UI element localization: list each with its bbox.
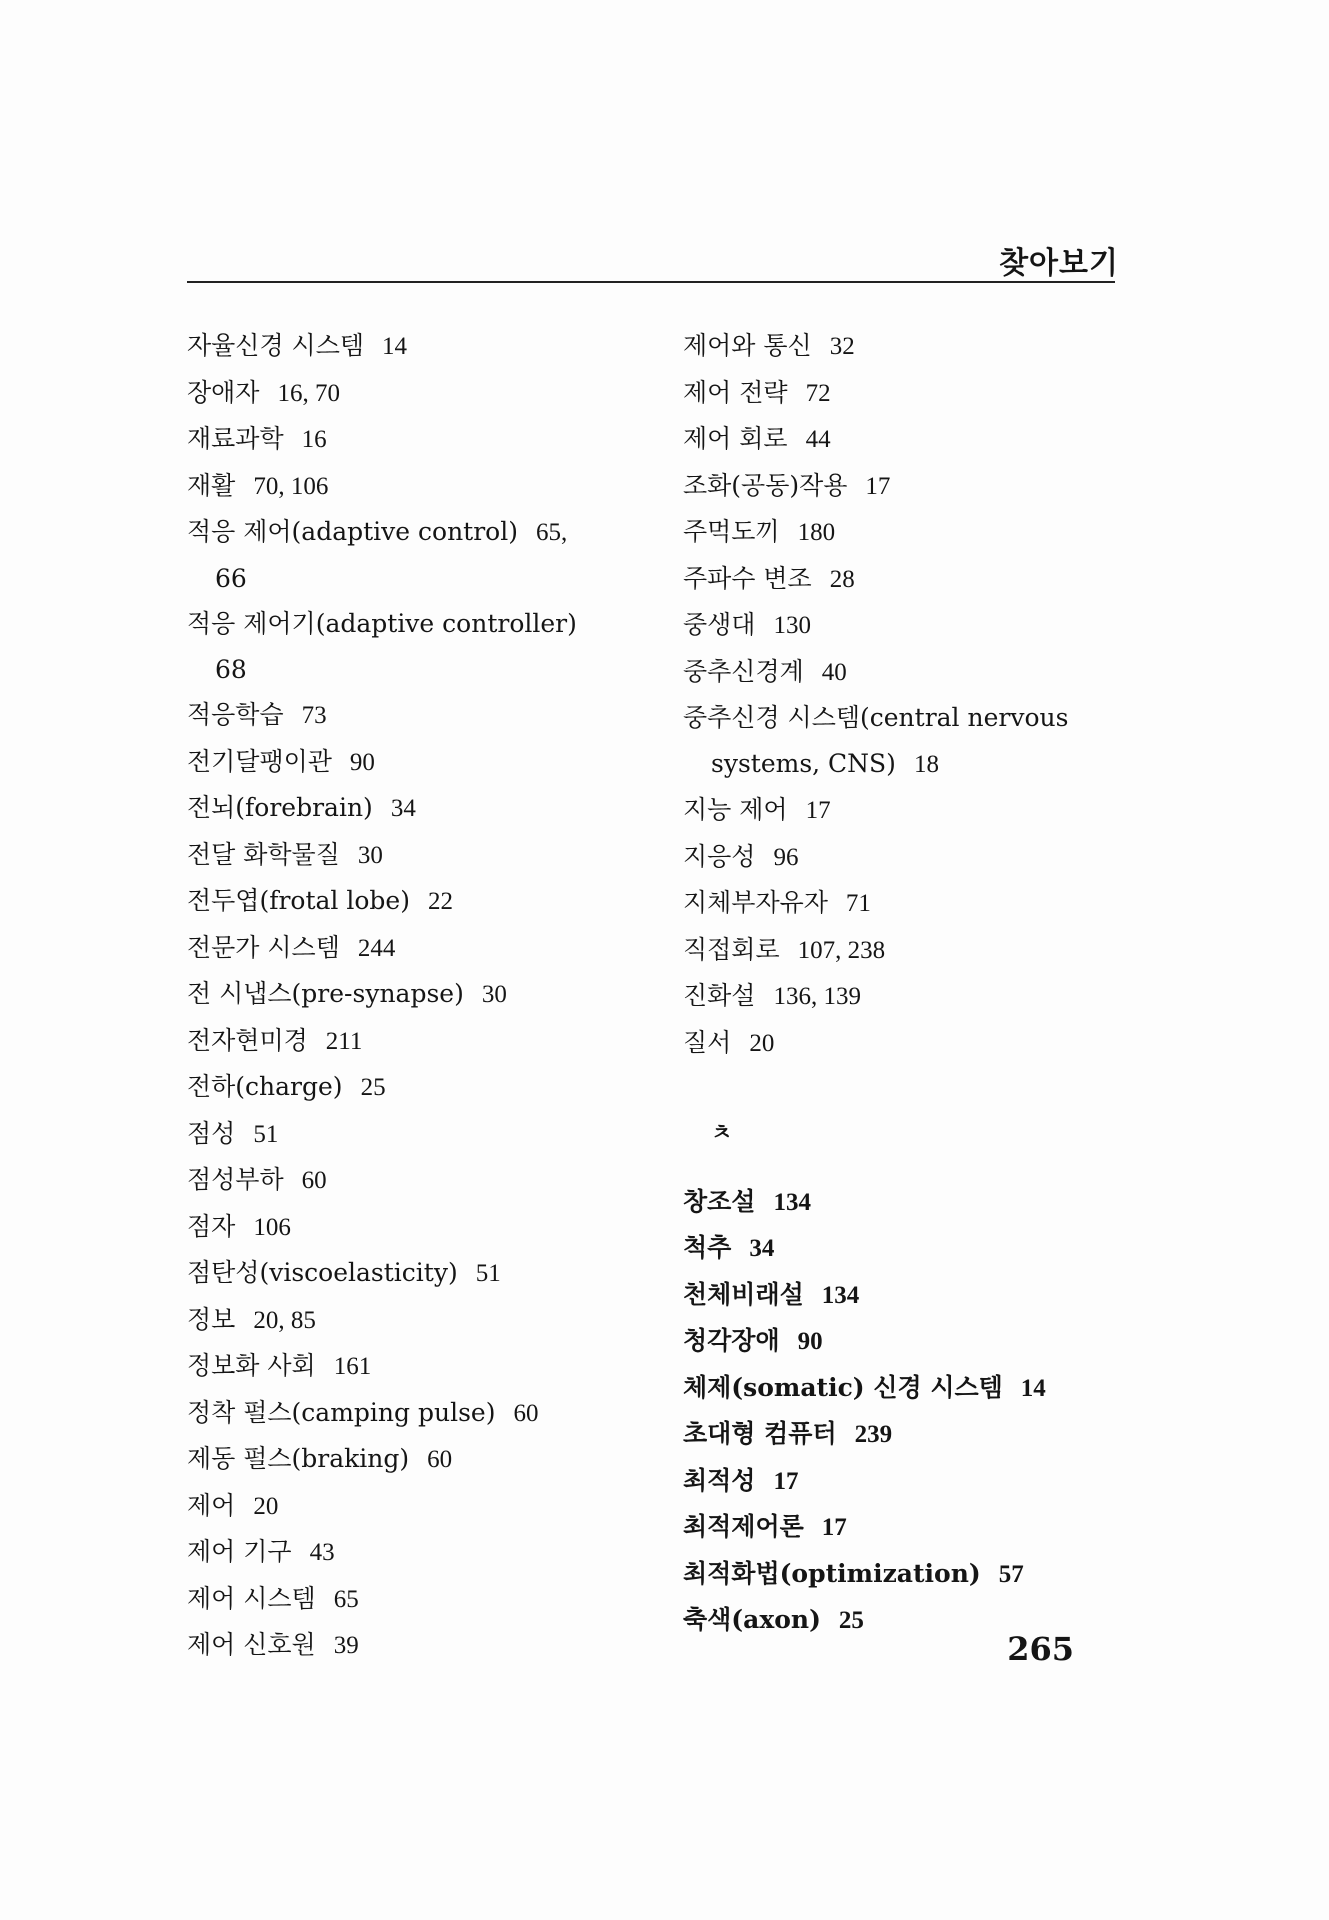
index-term: 최적화법(optimization) bbox=[683, 1558, 981, 1588]
index-term: 축색(axon) bbox=[683, 1605, 821, 1634]
index-term: 재료과학 bbox=[187, 424, 284, 453]
index-term: 중추신경계 bbox=[683, 656, 804, 686]
index-pages: 65 bbox=[333, 1585, 359, 1613]
index-pages: 239 bbox=[854, 1421, 893, 1448]
index-entry bbox=[187, 1436, 657, 1483]
index-term: 지체부자유자 bbox=[683, 888, 828, 917]
index-term: 중생대 bbox=[683, 610, 756, 639]
index-entry bbox=[187, 1576, 657, 1623]
index-entry bbox=[187, 647, 657, 693]
index-entry bbox=[683, 1551, 1143, 1598]
index-term: 질서 bbox=[683, 1027, 732, 1057]
page-number: 265 bbox=[1007, 1630, 1074, 1668]
index-pages: 71 bbox=[845, 890, 871, 917]
index-pages: 17 bbox=[821, 1514, 847, 1541]
index-pages: 17 bbox=[805, 797, 831, 824]
index-pages: 16 bbox=[301, 426, 327, 453]
index-pages: 28 bbox=[829, 565, 855, 593]
index-entry bbox=[683, 1365, 1143, 1412]
index-entry bbox=[683, 1504, 1143, 1551]
index-entry bbox=[187, 832, 657, 879]
index-entry bbox=[683, 602, 1143, 649]
index-entry bbox=[683, 1411, 1143, 1458]
index-term: 점성 bbox=[187, 1118, 236, 1148]
index-pages: 25 bbox=[838, 1607, 864, 1634]
index-pages: 130 bbox=[773, 612, 811, 639]
index-term: 전자현미경 bbox=[187, 1025, 308, 1055]
index-pages: 161 bbox=[333, 1353, 372, 1380]
index-group-ch bbox=[683, 1179, 1143, 1644]
index-term: 척추 bbox=[683, 1233, 732, 1262]
index-pages: 20 bbox=[253, 1492, 279, 1520]
index-entry bbox=[187, 1622, 657, 1669]
index-term: 점탄성(viscoelasticity) bbox=[187, 1258, 458, 1287]
index-entry bbox=[683, 834, 1143, 881]
index-entry bbox=[683, 880, 1143, 927]
index-pages: 107, 238 bbox=[797, 936, 886, 964]
index-term: 진화설 bbox=[683, 981, 756, 1010]
index-pages: 72 bbox=[805, 379, 831, 407]
index-term: 창조설 bbox=[683, 1186, 756, 1216]
index-term: 점자 bbox=[187, 1211, 236, 1241]
index-term: 점성부하 bbox=[187, 1165, 284, 1194]
index-term: 재활 bbox=[187, 470, 236, 500]
index-pages: 57 bbox=[998, 1560, 1024, 1588]
index-term: 제어 시스템 bbox=[187, 1583, 316, 1613]
index-entry bbox=[187, 878, 657, 925]
index-pages: 34 bbox=[749, 1235, 775, 1262]
index-term: 전달 화학물질 bbox=[187, 839, 340, 869]
index-pages: 73 bbox=[301, 702, 327, 729]
index-entry bbox=[187, 323, 657, 370]
index-entry bbox=[683, 741, 1143, 788]
index-pages: 25 bbox=[360, 1074, 386, 1101]
index-entry bbox=[683, 1272, 1143, 1319]
index-pages: 20 bbox=[749, 1029, 775, 1057]
index-pages: 68 bbox=[215, 654, 247, 684]
index-term: 지능 제어 bbox=[683, 795, 788, 824]
index-term: 전두엽(frotal lobe) bbox=[187, 886, 410, 915]
index-term: 제어 bbox=[187, 1490, 236, 1520]
index-term: 전 시냅스(pre-synapse) bbox=[187, 979, 464, 1008]
index-entry bbox=[683, 1318, 1143, 1365]
index-term: 조화(공동)작용 bbox=[683, 470, 848, 500]
index-pages: 51 bbox=[253, 1120, 279, 1148]
index-entry bbox=[683, 1020, 1143, 1067]
index-pages: 70, 106 bbox=[253, 472, 329, 500]
index-term: systems, CNS) bbox=[711, 748, 896, 778]
index-entry bbox=[683, 509, 1143, 556]
index-pages: 90 bbox=[797, 1328, 823, 1355]
index-term: 정착 펄스(camping pulse) bbox=[187, 1397, 496, 1427]
index-pages: 32 bbox=[829, 333, 855, 360]
index-pages: 51 bbox=[475, 1260, 501, 1287]
index-entry bbox=[683, 927, 1143, 974]
index-term: 제어 회로 bbox=[683, 424, 788, 453]
index-entry bbox=[187, 1390, 657, 1437]
index-term: 제어 전략 bbox=[683, 377, 788, 407]
index-entry bbox=[187, 971, 657, 1018]
index-pages: 90 bbox=[349, 748, 375, 776]
index-term: 주파수 변조 bbox=[683, 563, 812, 593]
index-term: 최적성 bbox=[683, 1465, 756, 1495]
index-pages: 14 bbox=[1020, 1374, 1046, 1402]
index-pages: 180 bbox=[797, 519, 836, 546]
index-pages: 30 bbox=[357, 841, 383, 869]
index-pages: 43 bbox=[309, 1539, 335, 1566]
index-term: 장애자 bbox=[187, 377, 260, 407]
index-pages: 34 bbox=[390, 795, 416, 822]
index-entry bbox=[187, 509, 657, 556]
index-entry bbox=[187, 925, 657, 972]
index-entry bbox=[683, 416, 1143, 463]
index-pages: 244 bbox=[357, 934, 396, 962]
index-pages: 18 bbox=[913, 750, 939, 778]
index-pages: 14 bbox=[382, 333, 407, 360]
index-column-right bbox=[683, 323, 1143, 1644]
index-term: 주먹도끼 bbox=[683, 517, 780, 546]
index-entry bbox=[187, 556, 657, 602]
index-pages: 96 bbox=[773, 843, 799, 871]
index-pages: 17 bbox=[773, 1467, 799, 1495]
index-entry bbox=[683, 463, 1143, 510]
index-pages: 106 bbox=[253, 1213, 291, 1241]
index-entry bbox=[187, 1018, 657, 1065]
index-term: 전문가 시스템 bbox=[187, 932, 340, 962]
index-entry bbox=[187, 416, 657, 463]
index-term: 정보 bbox=[187, 1304, 236, 1334]
index-entry bbox=[683, 649, 1143, 696]
index-pages: 20, 85 bbox=[253, 1306, 316, 1334]
index-entry bbox=[187, 1157, 657, 1204]
index-pages: 22 bbox=[427, 888, 453, 915]
index-term: 전기달팽이관 bbox=[187, 746, 332, 776]
index-term: 제동 펄스(braking) bbox=[187, 1444, 410, 1473]
index-term: 초대형 컴퓨터 bbox=[683, 1419, 837, 1448]
index-pages: 136, 139 bbox=[773, 983, 861, 1010]
index-term: 직접회로 bbox=[683, 934, 780, 964]
index-term: 제어와 통신 bbox=[683, 331, 812, 360]
index-pages: 60 bbox=[513, 1399, 539, 1427]
index-entry bbox=[683, 1597, 1143, 1644]
index-entry bbox=[683, 1458, 1143, 1505]
index-term: 전하(charge) bbox=[187, 1072, 343, 1101]
index-pages: 17 bbox=[865, 472, 891, 500]
index-column-left bbox=[187, 323, 657, 1669]
index-term: 적응 제어(adaptive control) bbox=[187, 517, 518, 546]
section-letter: ㅊ bbox=[711, 1121, 733, 1146]
index-pages: 211 bbox=[325, 1027, 363, 1055]
index-pages: 60 bbox=[301, 1167, 327, 1194]
index-term: 자율신경 시스템 bbox=[187, 331, 364, 360]
index-entry bbox=[683, 1179, 1143, 1226]
index-entry bbox=[187, 785, 657, 832]
index-entry bbox=[187, 1483, 657, 1530]
index-entry bbox=[187, 1529, 657, 1576]
index-group-j bbox=[683, 323, 1143, 1066]
index-entry bbox=[187, 370, 657, 417]
index-entry bbox=[683, 1225, 1143, 1272]
index-entry bbox=[683, 370, 1143, 417]
index-entry bbox=[187, 692, 657, 739]
header-rule bbox=[187, 281, 1115, 283]
index-pages: 134 bbox=[773, 1188, 811, 1216]
index-entry bbox=[187, 463, 657, 510]
index-term: 전뇌(forebrain) bbox=[187, 793, 373, 822]
index-entry bbox=[683, 323, 1143, 370]
index-entry bbox=[683, 787, 1143, 834]
index-entry bbox=[187, 1204, 657, 1251]
index-entry bbox=[187, 1250, 657, 1297]
index-entry bbox=[683, 695, 1143, 741]
index-entry bbox=[187, 1343, 657, 1390]
index-pages: 65, bbox=[535, 519, 568, 546]
index-entry bbox=[187, 1111, 657, 1158]
index-pages: 16, 70 bbox=[277, 379, 340, 407]
index-term: 제어 신호원 bbox=[187, 1630, 316, 1659]
index-entry bbox=[683, 973, 1143, 1020]
index-entry bbox=[187, 1064, 657, 1111]
index-entry bbox=[683, 556, 1143, 603]
index-pages: 40 bbox=[821, 658, 847, 686]
index-pages: 66 bbox=[215, 563, 247, 593]
index-entry bbox=[187, 739, 657, 786]
index-term: 최적제어론 bbox=[683, 1512, 804, 1541]
running-header: 찾아보기 bbox=[999, 246, 1119, 281]
index-term: 천체비래설 bbox=[683, 1279, 804, 1309]
index-term: 적응학습 bbox=[187, 700, 284, 729]
index-pages: 134 bbox=[821, 1281, 860, 1309]
index-pages: 30 bbox=[481, 981, 507, 1008]
index-pages: 44 bbox=[805, 426, 831, 453]
index-entry bbox=[187, 1297, 657, 1344]
index-term: 청각장애 bbox=[683, 1326, 780, 1355]
index-pages: 39 bbox=[333, 1632, 359, 1659]
index-term: 중추신경 시스템(central nervous bbox=[683, 703, 1069, 732]
index-term: 제어 기구 bbox=[187, 1537, 292, 1566]
index-term: 체제(somatic) 신경 시스템 bbox=[683, 1372, 1003, 1402]
index-entry bbox=[187, 601, 657, 647]
index-term: 적응 제어기(adaptive controller) bbox=[187, 609, 577, 638]
index-pages: 60 bbox=[427, 1446, 453, 1473]
index-term: 지응성 bbox=[683, 841, 756, 871]
index-term: 정보화 사회 bbox=[187, 1351, 316, 1380]
